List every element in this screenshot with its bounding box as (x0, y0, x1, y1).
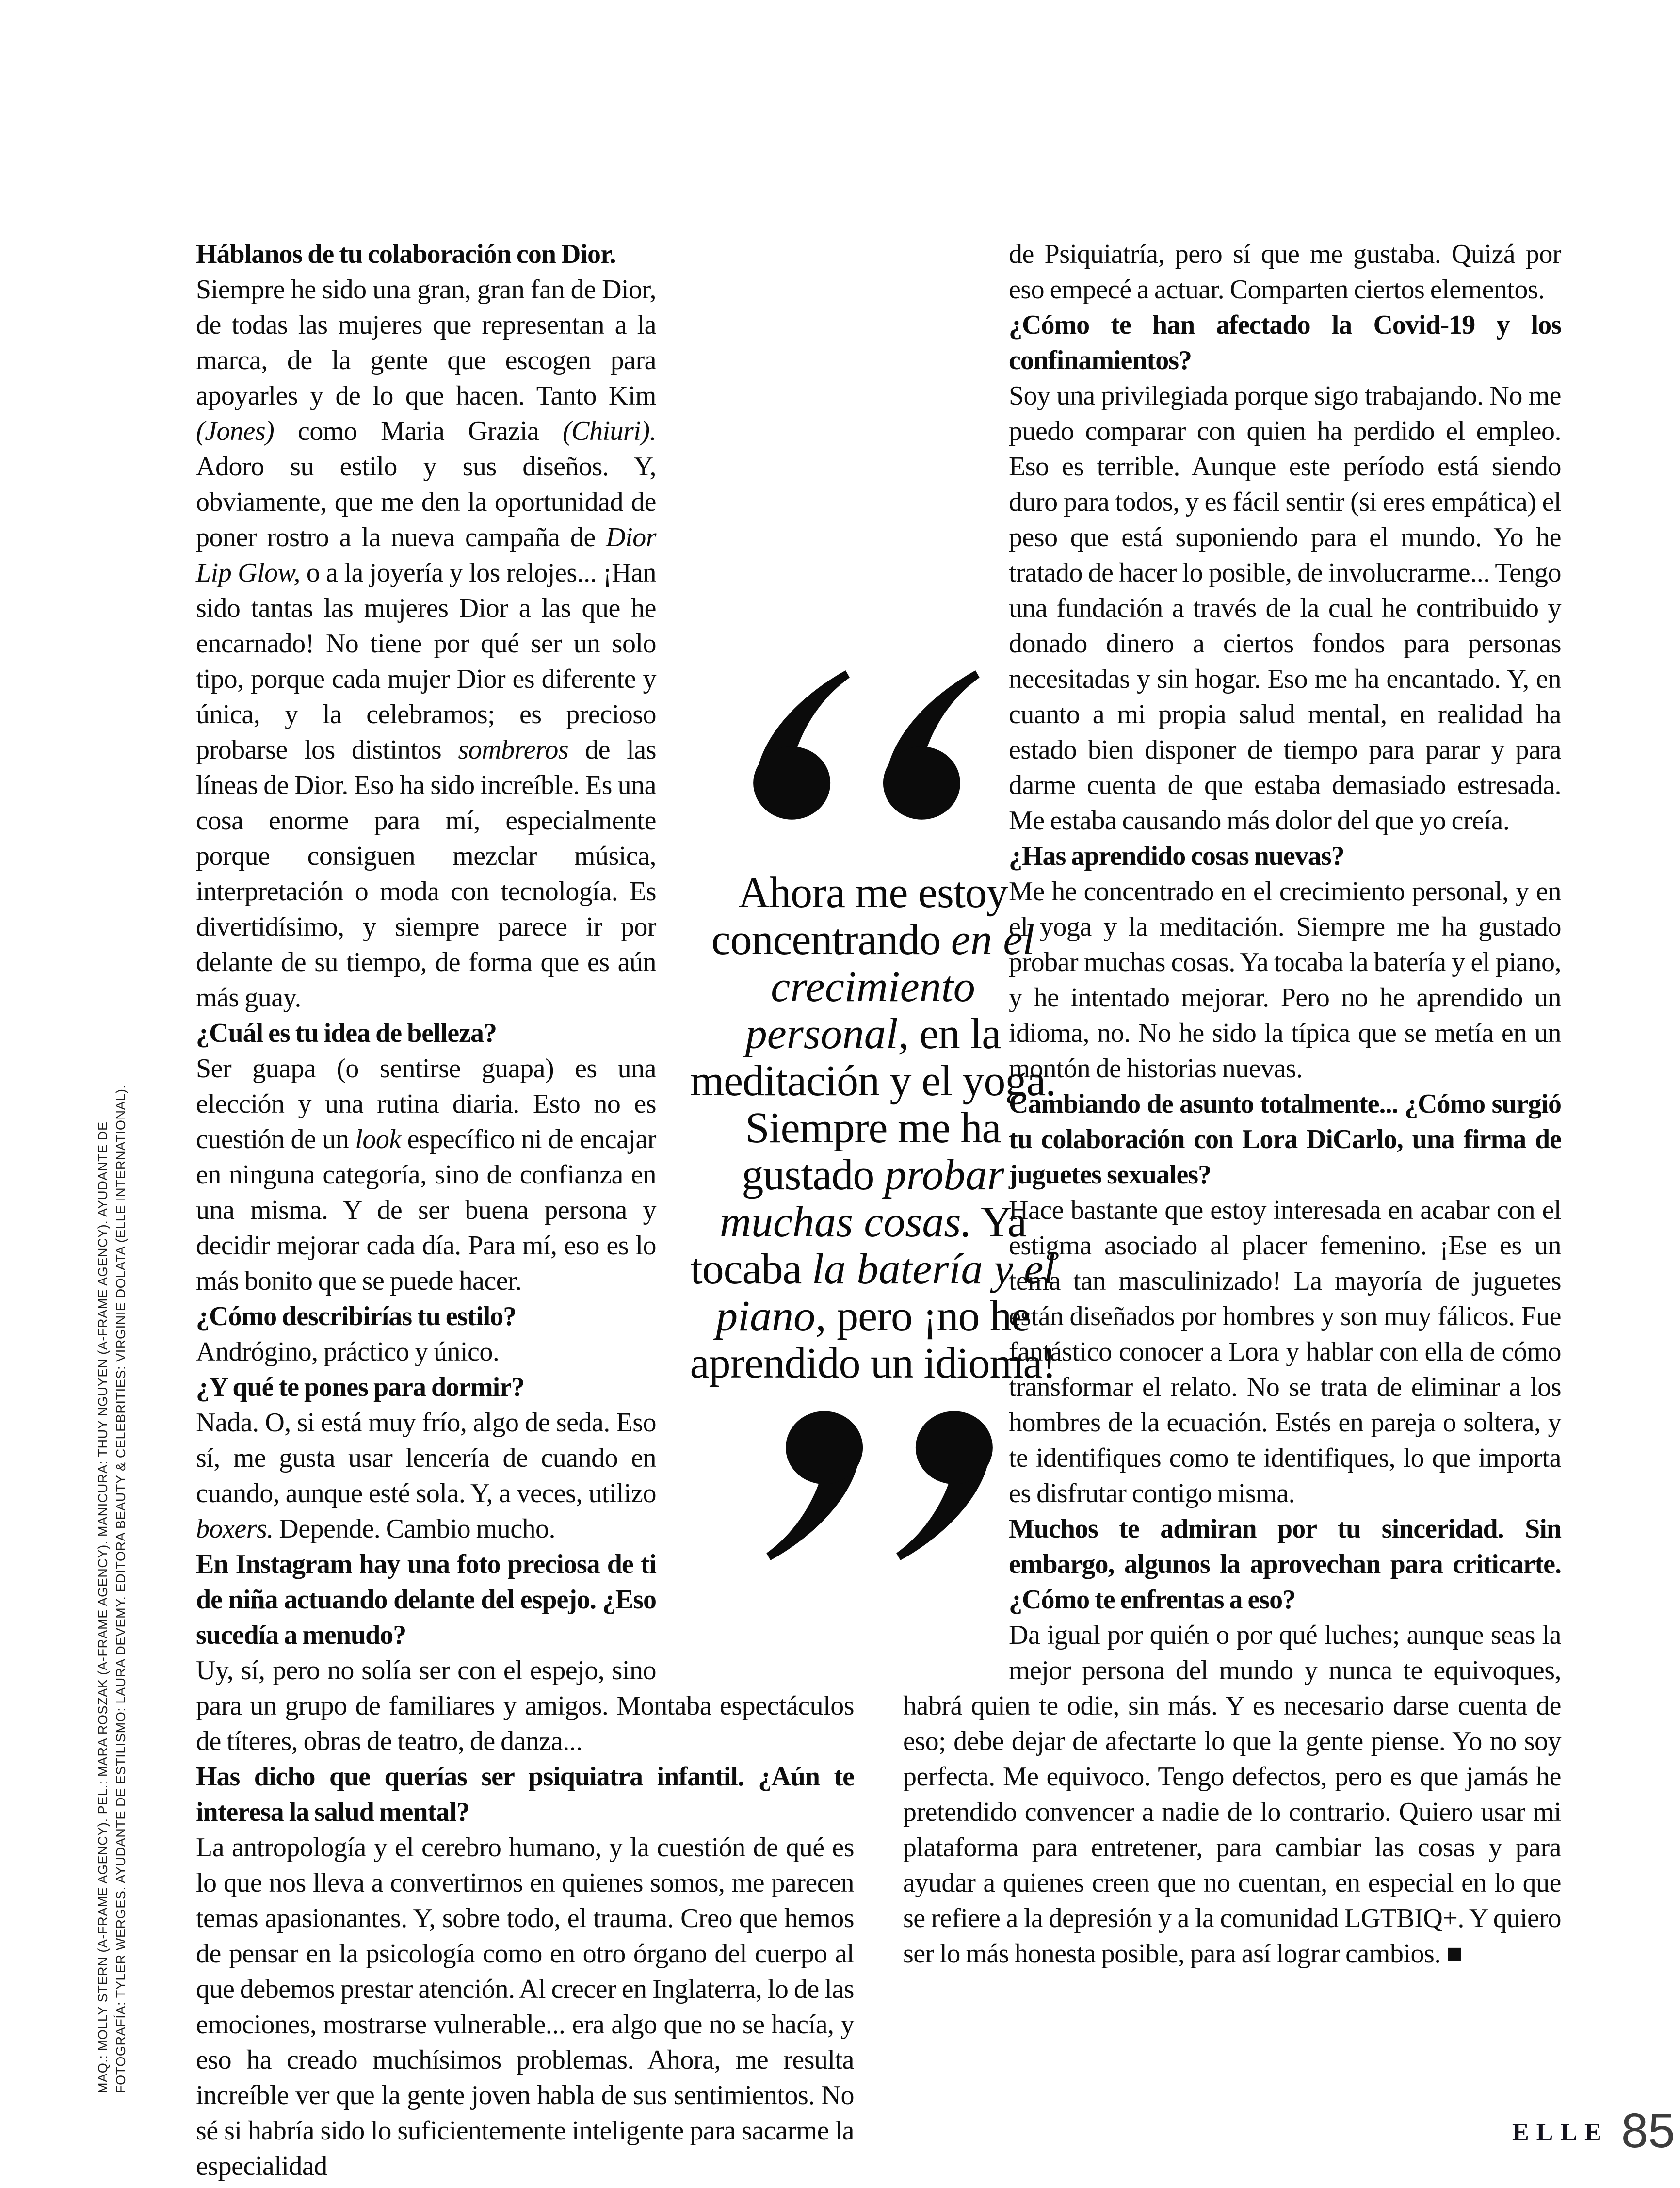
question-paragraph: Has dicho que querías ser psiquiatra infantil. ¿Aún te interesa la salud mental? (196, 1762, 854, 1827)
answer-paragraph: Soy una privilegiada porque sigo trabajando. No me puedo comparar con quien ha perdido el empleo. Eso es terrible. Aunque este período está siendo duro para todos, y es fácil sentir (si eres empática) el peso que está suponiendo para el mundo. Yo he tratado de hacer lo posible, de involucrarme... Tengo una fundación a través de la cual he contribuido y donado dinero a ciertos fondos para personas necesitadas y sin hogar. Eso me ha encantado. Y, en cuanto a mi propia salud mental, en realidad ha estado bien disponer de tiempo para parar y para darme cuenta de que estaba demasiado estresada. Me estaba causando más dolor del que yo creía. (1009, 381, 1561, 836)
answer-paragraph: Hace bastante que estoy interesada en acabar con el estigma asociado al placer femenino. ¡Ese es un tema tan masculinizado! La mayoría de juguetes están diseñados por hombres y son muy fálicos. Fue fantástico conocer a Lora y hablar con ella de cómo transformar el relato. No se trata de eliminar a los hombres de la ecuación. Estés en pareja o soltera, y te identifiques como te identifiques, lo que importa es disfrutar contigo misma. (1009, 1195, 1561, 1508)
answer-paragraph: Siempre he sido una gran, gran fan de Dior, de todas las mujeres que representan a la marca, de la gente que escogen para apoyarles y de lo que hacen. Tanto Kim (Jones) como Maria Grazia (Chiuri). Adoro su estilo y sus diseños. Y, obviamente, que me den la oportunidad de poner rostro a la nueva campaña de Dior Lip Glow, o a la joyería y los relojes... ¡Han sido tantas las mujeres Dior a las que he encarnado! No tiene por qué ser un solo tipo, porque cada mujer Dior es diferente y única, y la celebramos; es precioso probarse los distintos sombreros de las líneas de Dior. Eso ha sido increíble. Es una cosa enorme para mí, especialmente porque consiguen mezclar música, interpretación o moda con tecnología. Es divertidísimo, y siempre parece ir por delante de su tiempo, de forma que es aún más guay. (196, 275, 657, 1013)
question-paragraph: ¿Y qué te pones para dormir? (196, 1372, 525, 1402)
page-footer (1512, 2104, 1675, 2158)
production-credits (94, 915, 130, 2093)
answer-paragraph: Da igual por quién o por qué luches; aunque seas la mejor persona del mundo y nunca te equivoques, habrá quien te odie, sin más. Y es necesario darse cuenta de eso; debe dejar de afectarte lo que la gente piense. Yo no soy perfecta. Me equivoco. Tengo defectos, pero es que jamás he pretendido convencer a nadie de lo contrario. Quiero usar mi plataforma para entretener, para cambiar las cosas y para ayudar a quienes creen que no cuentan, en especial en lo que se refiere a la depresión y a la comunidad LGTBIQ+. Y quiero ser lo más honesta posible, para así lograr cambios. ■ (903, 1620, 1561, 1969)
answer-paragraph: Uy, sí, pero no solía ser con el espejo, sino para un grupo de familiares y amigos. Montaba espectáculos de títeres, obras de teatro, de danza... (196, 1655, 854, 1756)
answer-paragraph: de Psiquiatría, pero sí que me gustaba. Quizá por eso empecé a actuar. Comparten ciertos elementos. (1009, 239, 1561, 305)
answer-paragraph: Ser guapa (o sentirse guapa) es una elección y una rutina diaria. Esto no es cuestión de un look específico ni de encajar en ninguna categoría, sino de confianza en una misma. Y de ser buena persona y decidir mejorar cada día. Para mí, eso es lo más bonito que se puede hacer. (196, 1053, 656, 1296)
question-paragraph: ¿Cuál es tu idea de belleza? (196, 1018, 497, 1048)
question-paragraph: ¿Cómo describirías tu estilo? (196, 1301, 517, 1331)
answer-paragraph: Me he concentrado en el crecimiento personal, y en el yoga y la meditación. Siempre me ha gustado probar muchas cosas. Ya tocaba la batería y el piano, y he intentado mejorar. Pero no he aprendido un idioma, no. No he sido la típica que se metía en un montón de historias nuevas. (1009, 876, 1561, 1084)
opening-quote-icon (747, 668, 999, 823)
question-paragraph: Muchos te admiran por tu sinceridad. Sin embargo, algunos la aprovechan para criticarte. ¿Cómo te enfrentas a eso? (1009, 1514, 1561, 1615)
elle-logo: ELLE (1512, 2119, 1609, 2146)
credits-line-1: MAQ.: MOLLY STERN (A-FRAME AGENCY). PEL.: MARA ROSZAK (A-FRAME AGENCY). MANICURA: THUY NGUYEN (A-FRAME AGENCY). AYUDANTE DE (96, 1121, 110, 2093)
answer-paragraph: Nada. O, si está muy frío, algo de seda. Eso sí, me gusta usar lencería de cuando en cuando, aunque esté sola. Y, a veces, utilizo boxers. Depende. Cambio mucho. (196, 1408, 656, 1544)
question-paragraph: Cambiando de asunto totalmente... ¿Cómo surgió tu colaboración con Lora DiCarlo, una firma de juguetes sexuales? (1009, 1089, 1561, 1190)
question-paragraph: En Instagram hay una foto preciosa de ti de niña actuando delante del espejo. ¿Eso sucedía a menudo? (196, 1549, 656, 1650)
answer-paragraph: Andrógino, práctico y único. (196, 1337, 500, 1367)
pull-quote-text: Ahora me estoy concentrando en el crecimiento personal, en la meditación y el yoga. Siempre me ha gustado probar muchas cosas. Ya tocaba la batería y el piano, pero ¡no he aprendido un idioma! (690, 869, 1056, 1387)
question-paragraph: Háblanos de tu colaboración con Dior. (196, 239, 616, 269)
page-number: 85 (1621, 2104, 1675, 2158)
pull-quote (685, 668, 1061, 1562)
answer-paragraph: La antropología y el cerebro humano, y la cuestión de qué es lo que nos lleva a convertirnos en quienes somos, me parecen temas apasionantes. Y, sobre todo, el trauma. Creo que hemos de pensar en la psicología como en otro órgano del cuerpo al que debemos prestar atención. Al crecer en Inglaterra, lo de las emociones, mostrarse vulnerable... era algo que no se hacía, y eso ha creado muchísimos problemas. Ahora, me resulta increíble ver que la gente joven habla de sus sentimientos. No sé si habría sido lo suficientemente inteligente para sacarme la especialidad (196, 1832, 854, 2181)
question-paragraph: ¿Has aprendido cosas nuevas? (1009, 841, 1344, 871)
closing-quote-icon (747, 1408, 999, 1562)
question-paragraph: ¿Cómo te han afectado la Covid-19 y los confinamientos? (1009, 310, 1561, 375)
credits-line-2: FOTOGRAFÍA: TYLER WERGES. AYUDANTE DE ESTILISMO: LAURA DEVEMY. EDITORA BEAUTY & CELEBRITIES: VIRGINIE DOLATA (ELLE INTERNATIONAL). (113, 1085, 128, 2093)
